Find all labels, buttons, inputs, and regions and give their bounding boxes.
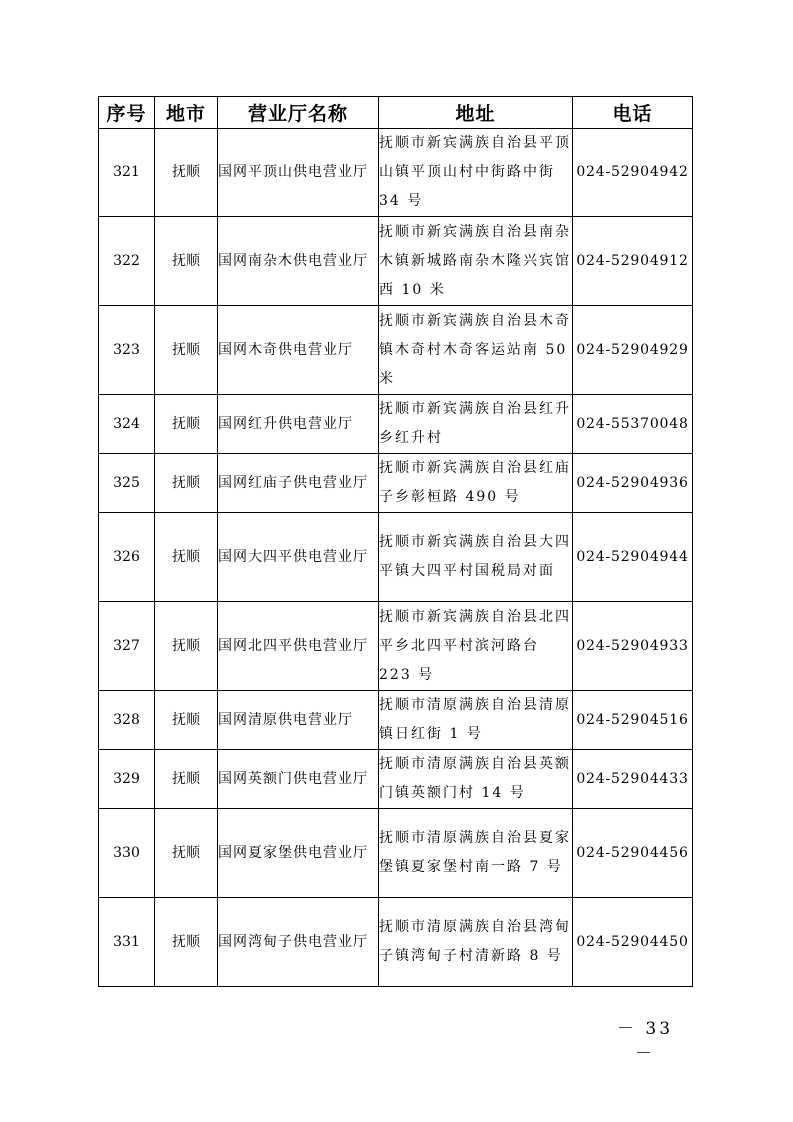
header-row (99, 97, 693, 129)
table-row (99, 395, 693, 454)
header-city: 地市 (155, 97, 218, 129)
row-hall-name: 国网红升供电营业厅 (218, 395, 379, 454)
row-number: 328 (99, 691, 155, 750)
row-city: 抚顺 (155, 454, 218, 513)
table-row (99, 454, 693, 513)
row-address: 抚顺市新宾满族自治县红升乡红升村 (379, 395, 573, 454)
row-phone: 024-52904912 (573, 217, 693, 306)
row-number: 327 (99, 602, 155, 691)
row-number: 322 (99, 217, 155, 306)
row-address: 抚顺市新宾满族自治县北四平乡北四平村滨河路台 223 号 (379, 602, 573, 691)
header-hall-name: 营业厅名称 (218, 97, 379, 129)
row-city: 抚顺 (155, 691, 218, 750)
row-address: 抚顺市新宾满族自治县红庙子乡彰桓路 490 号 (379, 454, 573, 513)
row-phone: 024-52904456 (573, 809, 693, 898)
row-address: 抚顺市清原满族自治县英额门镇英额门村 14 号 (379, 750, 573, 809)
row-phone: 024-55370048 (573, 395, 693, 454)
table-row (99, 129, 693, 217)
row-city: 抚顺 (155, 513, 218, 602)
row-address: 抚顺市新宾满族自治县大四平镇大四平村国税局对面 (379, 513, 573, 602)
row-hall-name: 国网南杂木供电营业厅 (218, 217, 379, 306)
table-header (99, 97, 693, 129)
row-address: 抚顺市新宾满族自治县木奇镇木奇村木奇客运站南 50 米 (379, 306, 573, 395)
row-number: 323 (99, 306, 155, 395)
service-hall-table (98, 96, 693, 987)
row-number: 325 (99, 454, 155, 513)
table-row (99, 809, 693, 898)
table-row (99, 306, 693, 395)
row-number: 321 (99, 129, 155, 217)
row-address: 抚顺市清原满族自治县清原镇日红街 1 号 (379, 691, 573, 750)
row-number: 324 (99, 395, 155, 454)
table-body (99, 129, 693, 987)
row-city: 抚顺 (155, 306, 218, 395)
row-city: 抚顺 (155, 602, 218, 691)
row-address: 抚顺市新宾满族自治县南杂木镇新城路南杂木隆兴宾馆西 10 米 (379, 217, 573, 306)
row-phone: 024-52904516 (573, 691, 693, 750)
row-city: 抚顺 (155, 129, 218, 217)
row-phone: 024-52904929 (573, 306, 693, 395)
row-address: 抚顺市新宾满族自治县平顶山镇平顶山村中街路中街 34 号 (379, 129, 573, 217)
row-city: 抚顺 (155, 898, 218, 987)
row-hall-name: 国网木奇供电营业厅 (218, 306, 379, 395)
table-row (99, 691, 693, 750)
row-address: 抚顺市清原满族自治县夏家堡镇夏家堡村南一路 7 号 (379, 809, 573, 898)
row-hall-name: 国网红庙子供电营业厅 (218, 454, 379, 513)
row-number: 329 (99, 750, 155, 809)
row-number: 331 (99, 898, 155, 987)
row-hall-name: 国网大四平供电营业厅 (218, 513, 379, 602)
header-phone: 电话 (573, 97, 693, 129)
row-number: 326 (99, 513, 155, 602)
row-hall-name: 国网夏家堡供电营业厅 (218, 809, 379, 898)
row-number: 330 (99, 809, 155, 898)
row-address: 抚顺市清原满族自治县湾甸子镇湾甸子村清新路 8 号 (379, 898, 573, 987)
row-phone: 024-52904450 (573, 898, 693, 987)
row-phone: 024-52904942 (573, 129, 693, 217)
row-phone: 024-52904936 (573, 454, 693, 513)
row-hall-name: 国网湾甸子供电营业厅 (218, 898, 379, 987)
row-city: 抚顺 (155, 809, 218, 898)
table-row (99, 602, 693, 691)
row-city: 抚顺 (155, 395, 218, 454)
row-phone: 024-52904433 (573, 750, 693, 809)
table-row (99, 217, 693, 306)
table-row (99, 898, 693, 987)
page-number: － 33 － (616, 1019, 674, 1064)
row-city: 抚顺 (155, 217, 218, 306)
table-row (99, 513, 693, 602)
header-no: 序号 (99, 97, 155, 129)
row-city: 抚顺 (155, 750, 218, 809)
row-hall-name: 国网英额门供电营业厅 (218, 750, 379, 809)
header-address: 地址 (379, 97, 573, 129)
table-row (99, 750, 693, 809)
row-phone: 024-52904944 (573, 513, 693, 602)
row-phone: 024-52904933 (573, 602, 693, 691)
row-hall-name: 国网平顶山供电营业厅 (218, 129, 379, 217)
row-hall-name: 国网清原供电营业厅 (218, 691, 379, 750)
row-hall-name: 国网北四平供电营业厅 (218, 602, 379, 691)
